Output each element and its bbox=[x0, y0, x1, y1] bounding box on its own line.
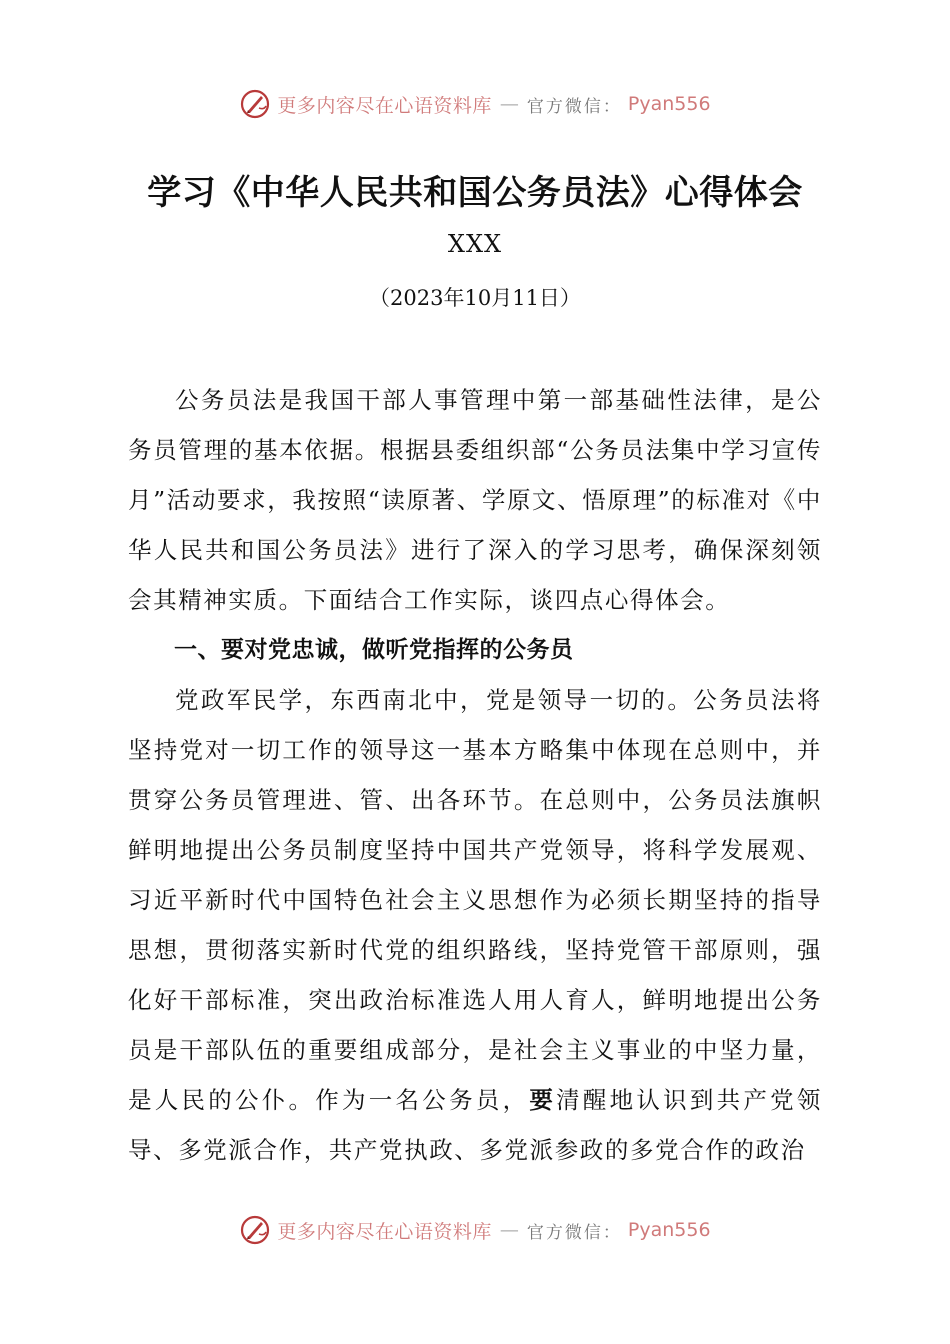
section-1-emphasis: 要 bbox=[529, 1086, 557, 1114]
section-1-text-after: 清醒地认识到共产党领导、多党派合作，共产党执政、多党派参政的多党合作的政治 bbox=[128, 1086, 823, 1164]
watermark-dash: — bbox=[499, 1219, 519, 1241]
watermark-site-text: 更多内容尽在心语资料库 bbox=[277, 1220, 492, 1243]
section-heading-1: 一、要对党忠诚，做听党指挥的公务员 bbox=[174, 637, 574, 663]
section-1-paragraph bbox=[128, 675, 822, 1175]
section-1-text-before: 党政军民学，东西南北中，党是领导一切的。公务员法将坚持党对一切工作的领导这一基本方略集中体现在总则中，并贯穿公务员管理进、管、出各环节。在总则中，公务员法旗帜鲜明地提出公务员制度坚持中国共产党领导，将科学发展观、习近平新时代中国特色社会主义思想作为必须长期坚持的指导思想，贯彻落实新时代党的组织路线，坚持党管干部原则，强化好干部标准，突出政治标准选人用人育人，鲜明地提出公务员是干部队伍的重要组成部分，是社会主义事业的中坚力量，是人民的公仆。作为一名公务员， bbox=[128, 686, 822, 1114]
watermark-wechat-id: Pyan556 bbox=[627, 93, 711, 115]
watermark-dash: — bbox=[499, 93, 519, 115]
document-date: （2023年10月11日） bbox=[369, 286, 581, 310]
intro-paragraph: 公务员法是我国干部人事管理中第一部基础性法律，是公务员管理的基本依据。根据县委组织部“公务员法集中学习宣传月”活动要求，我按照“读原著、学原文、悟原理”的标准对《中华人民共和国公务员法》进行了深入的学习思考，确保深刻领会其精神实质。下面结合工作实际，谈四点心得体会。 bbox=[128, 386, 822, 614]
watermark-wechat-label: 官方微信： bbox=[526, 1222, 622, 1243]
watermark-site-text: 更多内容尽在心语资料库 bbox=[277, 94, 492, 117]
document-author: XXX bbox=[447, 230, 503, 258]
watermark-wechat-label: 官方微信： bbox=[526, 96, 622, 117]
quill-seal-icon bbox=[239, 88, 271, 120]
watermark-footer bbox=[0, 1210, 950, 1250]
watermark-wechat-id: Pyan556 bbox=[627, 1219, 711, 1241]
watermark-header bbox=[0, 84, 950, 124]
quill-seal-icon bbox=[239, 1214, 271, 1246]
document-body bbox=[128, 375, 822, 1175]
document-title: 学习《中华人民共和国公务员法》心得体会 bbox=[147, 173, 803, 213]
